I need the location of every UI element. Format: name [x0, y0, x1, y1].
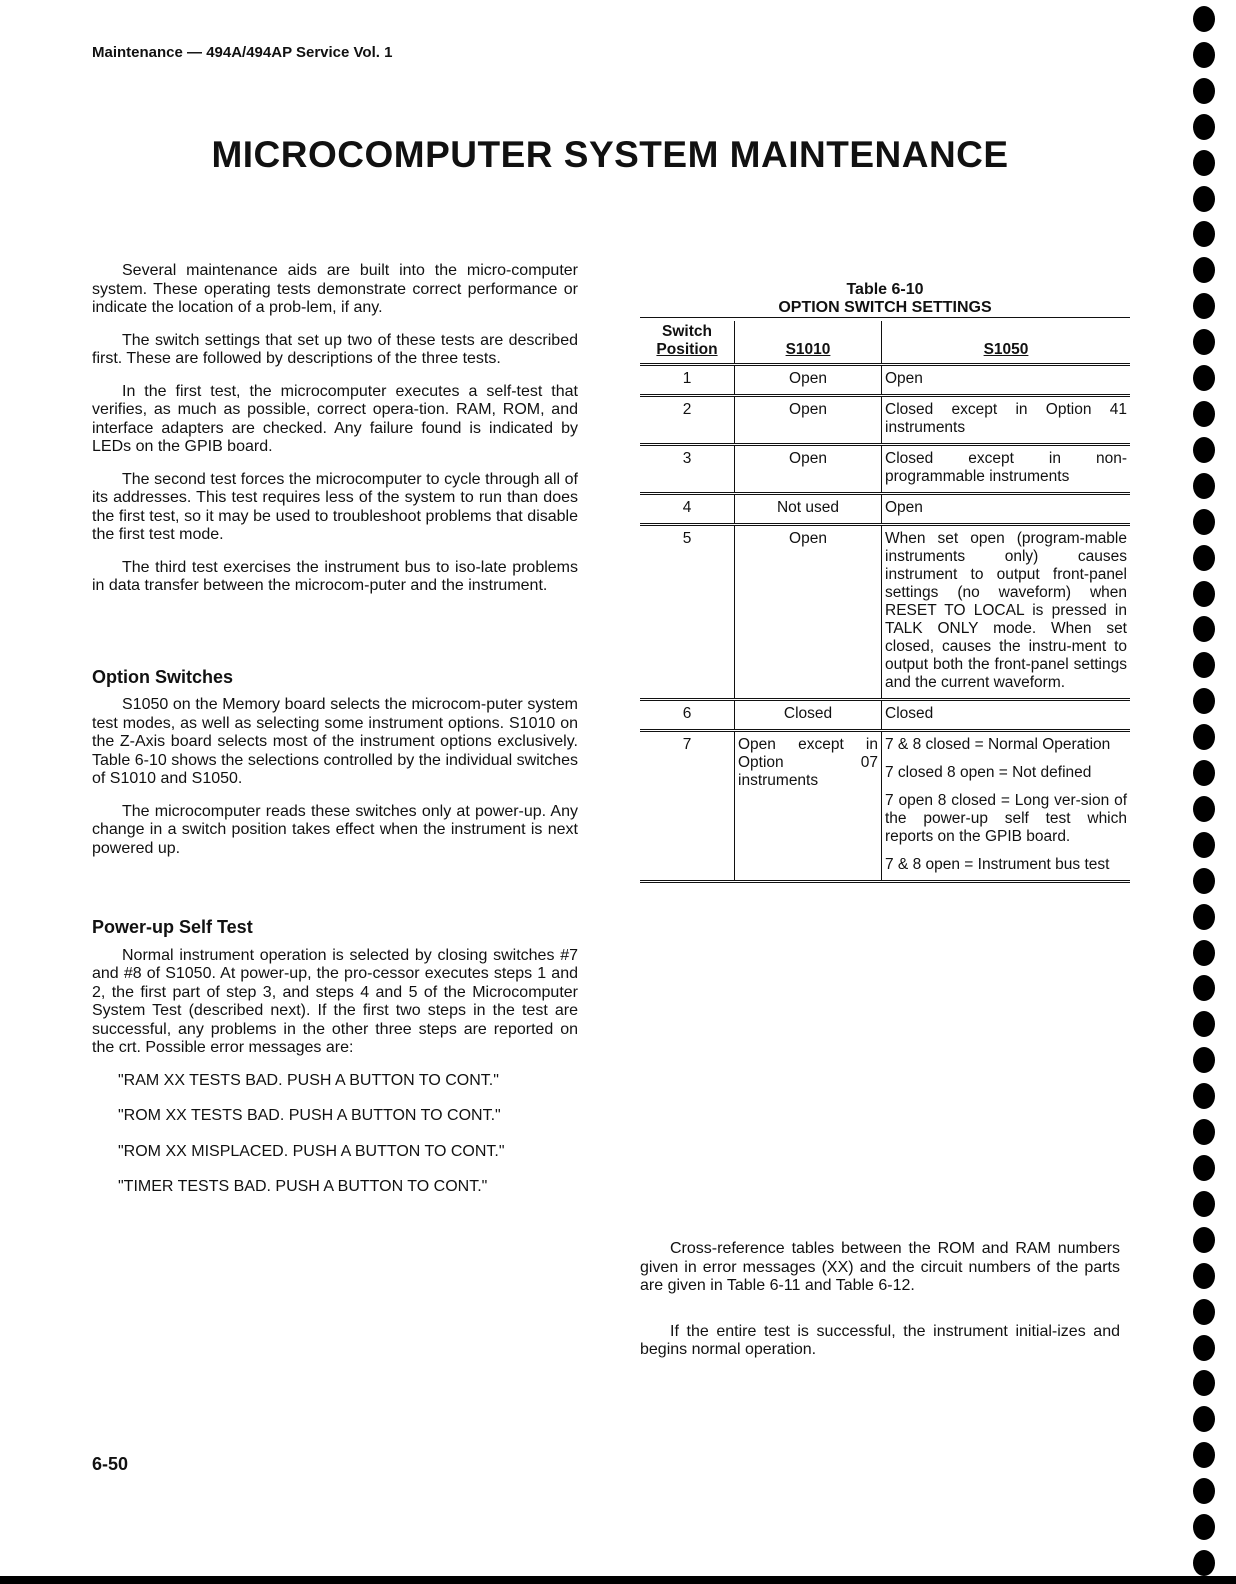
page-title: MICROCOMPUTER SYSTEM MAINTENANCE [211, 134, 1009, 175]
punch-hole [1193, 150, 1215, 176]
cell-position: 3 [640, 445, 735, 494]
error-message-list [92, 1072, 578, 1197]
running-head: Maintenance — 494A/494AP Service Vol. 1 [92, 44, 393, 61]
error-message: "TIMER TESTS BAD. PUSH A BUTTON TO CONT." [118, 1178, 488, 1195]
cell-s1050-text: When set open (program-mable instruments only) causes instrument to output front-panel settings (no waveform) when RESET TO LOCAL is pressed in TALK ONLY mode. When set closed, causes the instru-ment to output both the front-panel settings and the current waveform. [885, 530, 1127, 691]
punch-hole [1193, 1047, 1215, 1073]
header-s1010 [735, 321, 882, 365]
table-row [640, 445, 1130, 494]
punch-hole [1193, 1370, 1215, 1396]
punch-hole [1193, 509, 1215, 535]
cell-s1050-text: Closed except in Option 41 instruments [885, 401, 1127, 436]
punch-hole [1193, 1550, 1215, 1576]
punch-hole [1193, 652, 1215, 678]
punch-hole [1193, 1514, 1215, 1540]
cell-s1010: Open [735, 525, 882, 700]
right-column-text [640, 1240, 1120, 1387]
power-up-paragraph: Normal instrument operation is selected by closing switches #7 and #8 of S1050. At power-up, the pro-cessor executes steps 1 and 2, the first part of step 3, and steps 4 and 5 of the Microcomputer System Test (described next). If the first two steps in the test are successful, any problems in the other three steps are reported on the crt. Possible error messages are: [92, 946, 578, 1056]
cell-s1050-text: Open [885, 370, 923, 387]
table-row [640, 494, 1130, 525]
punch-hole [1193, 868, 1215, 894]
cell-s1010: Not used [735, 494, 882, 525]
punch-hole [1193, 832, 1215, 858]
option-switches-heading: Option Switches [92, 666, 234, 687]
left-column [92, 262, 578, 1214]
page-number: 6-50 [92, 1454, 129, 1474]
cell-position: 2 [640, 396, 735, 445]
header-switch-position [640, 321, 735, 365]
table-body [640, 365, 1130, 882]
cell-s1050 [882, 494, 1131, 525]
option-switches-paragraph: The microcomputer reads these switches only at power-up. Any change in a switch position takes effect when the instrument is next powered up. [92, 802, 578, 857]
punch-hole [1193, 293, 1215, 319]
error-message: "RAM XX TESTS BAD. PUSH A BUTTON TO CONT." [118, 1071, 499, 1089]
table-row [640, 525, 1130, 700]
cross-reference-paragraph: Cross-reference tables between the ROM and RAM numbers given in error messages (XX) and the circuit numbers of the parts are given in Table 6-11 and Table 6-12. [640, 1240, 1120, 1294]
intro-paragraph: The second test forces the microcomputer to cycle through all of its addresses. This test requires less of the system to run than does the first test, so it may be used to troubleshoot problems that disable the first test mode. [92, 470, 578, 543]
header-position-label: Position [656, 341, 718, 358]
header-s1010-label: S1010 [785, 341, 831, 358]
punch-hole [1193, 257, 1215, 283]
cell-s1010: Open [735, 396, 882, 445]
punch-hole [1193, 186, 1215, 212]
error-message: "ROM XX MISPLACED. PUSH A BUTTON TO CONT." [118, 1142, 505, 1160]
punch-hole [1193, 1406, 1215, 1432]
punch-hole [1193, 329, 1215, 355]
cell-s1050 [882, 365, 1131, 396]
punch-hole [1193, 6, 1215, 32]
punch-hole [1193, 437, 1215, 463]
cell-s1010: Open [735, 445, 882, 494]
cell-position: 6 [640, 700, 735, 731]
cell-position: 1 [640, 365, 735, 396]
error-message: "ROM XX TESTS BAD. PUSH A BUTTON TO CONT." [118, 1107, 501, 1124]
cell-s1050-text: Closed [885, 705, 934, 722]
cell-position: 5 [640, 525, 735, 700]
intro-paragraph: Several maintenance aids are built into the micro-computer system. These operating tests demonstrate correct performance or indicate the location of a prob-lem, if any. [92, 262, 578, 316]
binder-punch-holes [1184, 6, 1224, 1576]
punch-hole [1193, 581, 1215, 607]
cell-s1050-text: 7 & 8 closed = Normal Operation [885, 736, 1111, 753]
intro-paragraph: The switch settings that set up two of these tests are described first. These are followed by descriptions of the three tests. [92, 331, 578, 367]
cell-s1050 [882, 700, 1131, 731]
punch-hole [1193, 1011, 1215, 1037]
option-switches-paragraph: S1050 on the Memory board selects the microcom-puter system test modes, as well as selecting some instrument options. S1010 on the Z-Axis board selects most of the instrument options exclusively. Table 6-10 shows the selections controlled by the individual switches of S1010 and S1050. [92, 696, 578, 787]
cell-s1050-text: 7 open 8 closed = Long ver-sion of the power-up self test which reports on the GPIB board. [885, 792, 1127, 845]
punch-hole [1193, 1227, 1215, 1253]
punch-hole [1193, 401, 1215, 427]
intro-paragraph: The third test exercises the instrument bus to iso-late problems in data transfer between the microcom-puter and the instrument. [92, 558, 578, 594]
cell-s1050-text: 7 & 8 open = Instrument bus test [885, 856, 1110, 873]
punch-hole [1193, 42, 1215, 68]
punch-hole [1193, 760, 1215, 786]
cell-s1050 [882, 731, 1131, 882]
punch-hole [1193, 78, 1215, 104]
punch-hole [1193, 616, 1215, 642]
intro-paragraph: In the first test, the microcomputer executes a self-test that verifies, as much as possible, correct opera-tion. RAM, ROM, and interface adapters are checked. Any failure found is indicated by LEDs on the GPIB board. [92, 382, 578, 455]
punch-hole [1193, 1299, 1215, 1325]
punch-hole [1193, 365, 1215, 391]
table-row [640, 365, 1130, 396]
punch-hole [1193, 221, 1215, 247]
punch-hole [1193, 796, 1215, 822]
cell-s1050-text: Open [885, 499, 923, 516]
option-switch-table [640, 321, 1130, 883]
cell-position: 4 [640, 494, 735, 525]
table-header-row [640, 321, 1130, 365]
table-row [640, 396, 1130, 445]
success-paragraph: If the entire test is successful, the instrument initial-izes and begins normal operation. [640, 1322, 1120, 1358]
punch-hole [1193, 473, 1215, 499]
header-switch-label: Switch [662, 323, 712, 340]
punch-hole [1193, 1442, 1215, 1468]
power-up-heading: Power-up Self Test [92, 917, 253, 937]
punch-hole [1193, 724, 1215, 750]
cell-s1050 [882, 525, 1131, 700]
punch-hole [1193, 1191, 1215, 1217]
cell-s1010: Closed [735, 700, 882, 731]
cell-s1050-text: Closed except in non-programmable instruments [885, 450, 1127, 485]
punch-hole [1193, 904, 1215, 930]
cell-s1010: Open except in Option 07 instruments [735, 731, 882, 882]
cell-s1010: Open [735, 365, 882, 396]
punch-hole [1193, 688, 1215, 714]
punch-hole [1193, 545, 1215, 571]
cell-s1050 [882, 445, 1131, 494]
punch-hole [1193, 1119, 1215, 1145]
header-s1050-label: S1050 [983, 341, 1029, 358]
punch-hole [1193, 975, 1215, 1001]
cell-position: 7 [640, 731, 735, 882]
punch-hole [1193, 1083, 1215, 1109]
punch-hole [1193, 1263, 1215, 1289]
punch-hole [1193, 1155, 1215, 1181]
page-bottom-edge [0, 1576, 1236, 1584]
punch-hole [1193, 1478, 1215, 1504]
cell-s1050 [882, 396, 1131, 445]
cell-s1050-text: 7 closed 8 open = Not defined [885, 764, 1092, 781]
punch-hole [1193, 1335, 1215, 1361]
punch-hole [1193, 114, 1215, 140]
header-s1050 [882, 321, 1131, 365]
table-row [640, 731, 1130, 882]
punch-hole [1193, 940, 1215, 966]
table-number: Table 6-10 [846, 281, 924, 298]
table-title: OPTION SWITCH SETTINGS [640, 299, 1130, 318]
table-row [640, 700, 1130, 731]
table-caption [640, 281, 1130, 318]
